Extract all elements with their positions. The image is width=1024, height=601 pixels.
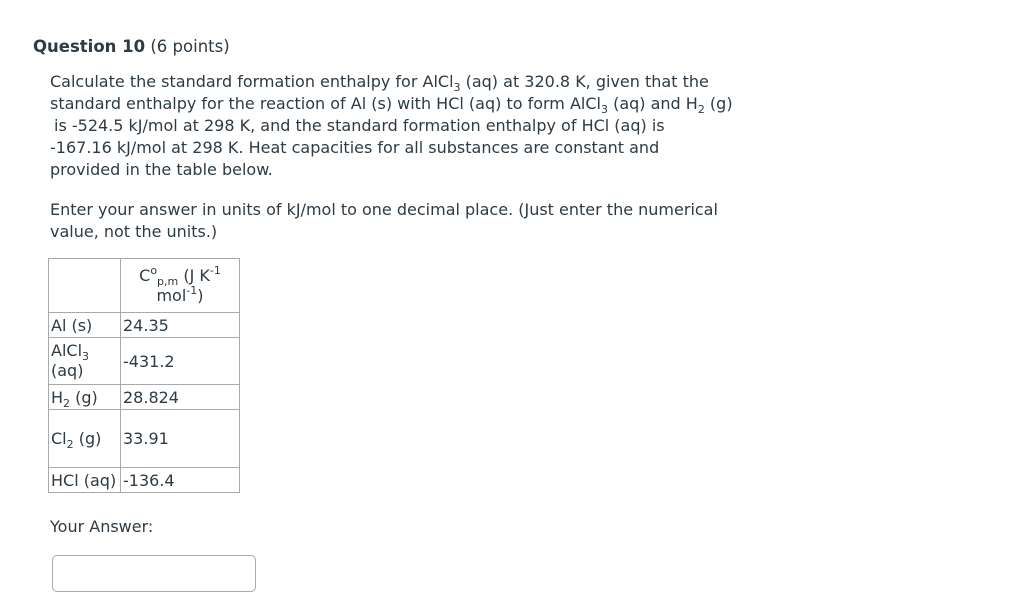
subscript: p,m [157,274,179,288]
prompt-text: standard enthalpy for the reaction of Al (s) with HCl (aq) to form AlCl [50,94,601,113]
header-text: ) [197,285,204,305]
question-points: (6 points) [150,37,230,56]
prompt-text: (g) [704,94,733,113]
header-empty-cell [49,259,121,313]
substance-cell [49,385,121,410]
substance-text: H [51,387,64,407]
question-number: Question 10 [33,37,146,56]
subscript: 3 [82,350,90,363]
prompt-line-5: provided in the table below. [50,160,273,179]
substance-text: (g) [73,429,102,448]
substance-cell: Al (s) [49,313,121,338]
question-prompt [50,71,750,181]
value-cell: -136.4 [121,468,240,493]
header-text: mol [156,285,187,305]
substance-cell: HCl (aq) [49,468,121,493]
subscript: 2 [66,438,74,451]
header-heat-capacity [121,259,240,313]
subscript: 3 [453,81,461,94]
heat-capacity-table [48,258,240,493]
prompt-text: (aq) and H [607,94,698,113]
value-cell: 24.35 [121,313,240,338]
header-text: C [139,265,151,285]
table-row [49,385,240,410]
table-row [49,468,240,493]
table-header-row [49,259,240,313]
superscript: -1 [186,283,198,297]
instructions-line-1: Enter your answer in units of kJ/mol to one decimal place. (Just enter the numerical [50,200,718,219]
subscript: 3 [600,103,608,116]
prompt-text: (aq) at 320.8 K, given that the [460,72,709,91]
prompt-line-1 [50,71,750,93]
prompt-line-2 [50,93,750,115]
superscript: o [150,263,158,277]
answer-label: Your Answer: [50,517,154,536]
substance-text: AlCl [51,341,83,360]
superscript: -1 [209,263,221,277]
value-cell: 28.824 [121,385,240,410]
prompt-line-4: -167.16 kJ/mol at 298 K. Heat capacities for all substances are constant and [50,138,660,157]
substance-cell [49,338,121,385]
header-text: (J K [178,265,210,285]
substance-text: (g) [70,387,98,407]
subscript: 2 [63,396,71,410]
instructions-line-2: value, not the units.) [50,222,218,241]
table-row [49,313,240,338]
substance-cell [49,410,121,468]
value-cell: -431.2 [121,338,240,385]
subscript: 2 [697,103,705,116]
value-cell: 33.91 [121,410,240,468]
answer-input[interactable] [52,555,256,592]
table-row [49,410,240,468]
question-title [33,36,230,58]
substance-text: (aq) [51,361,84,380]
prompt-text: Calculate the standard formation enthalpy for AlCl [50,72,454,91]
substance-text: Cl [51,429,67,448]
table-row [49,338,240,385]
prompt-line-3: is -524.5 kJ/mol at 298 K, and the standard formation enthalpy of HCl (aq) is [54,116,665,135]
answer-instructions [50,199,750,243]
